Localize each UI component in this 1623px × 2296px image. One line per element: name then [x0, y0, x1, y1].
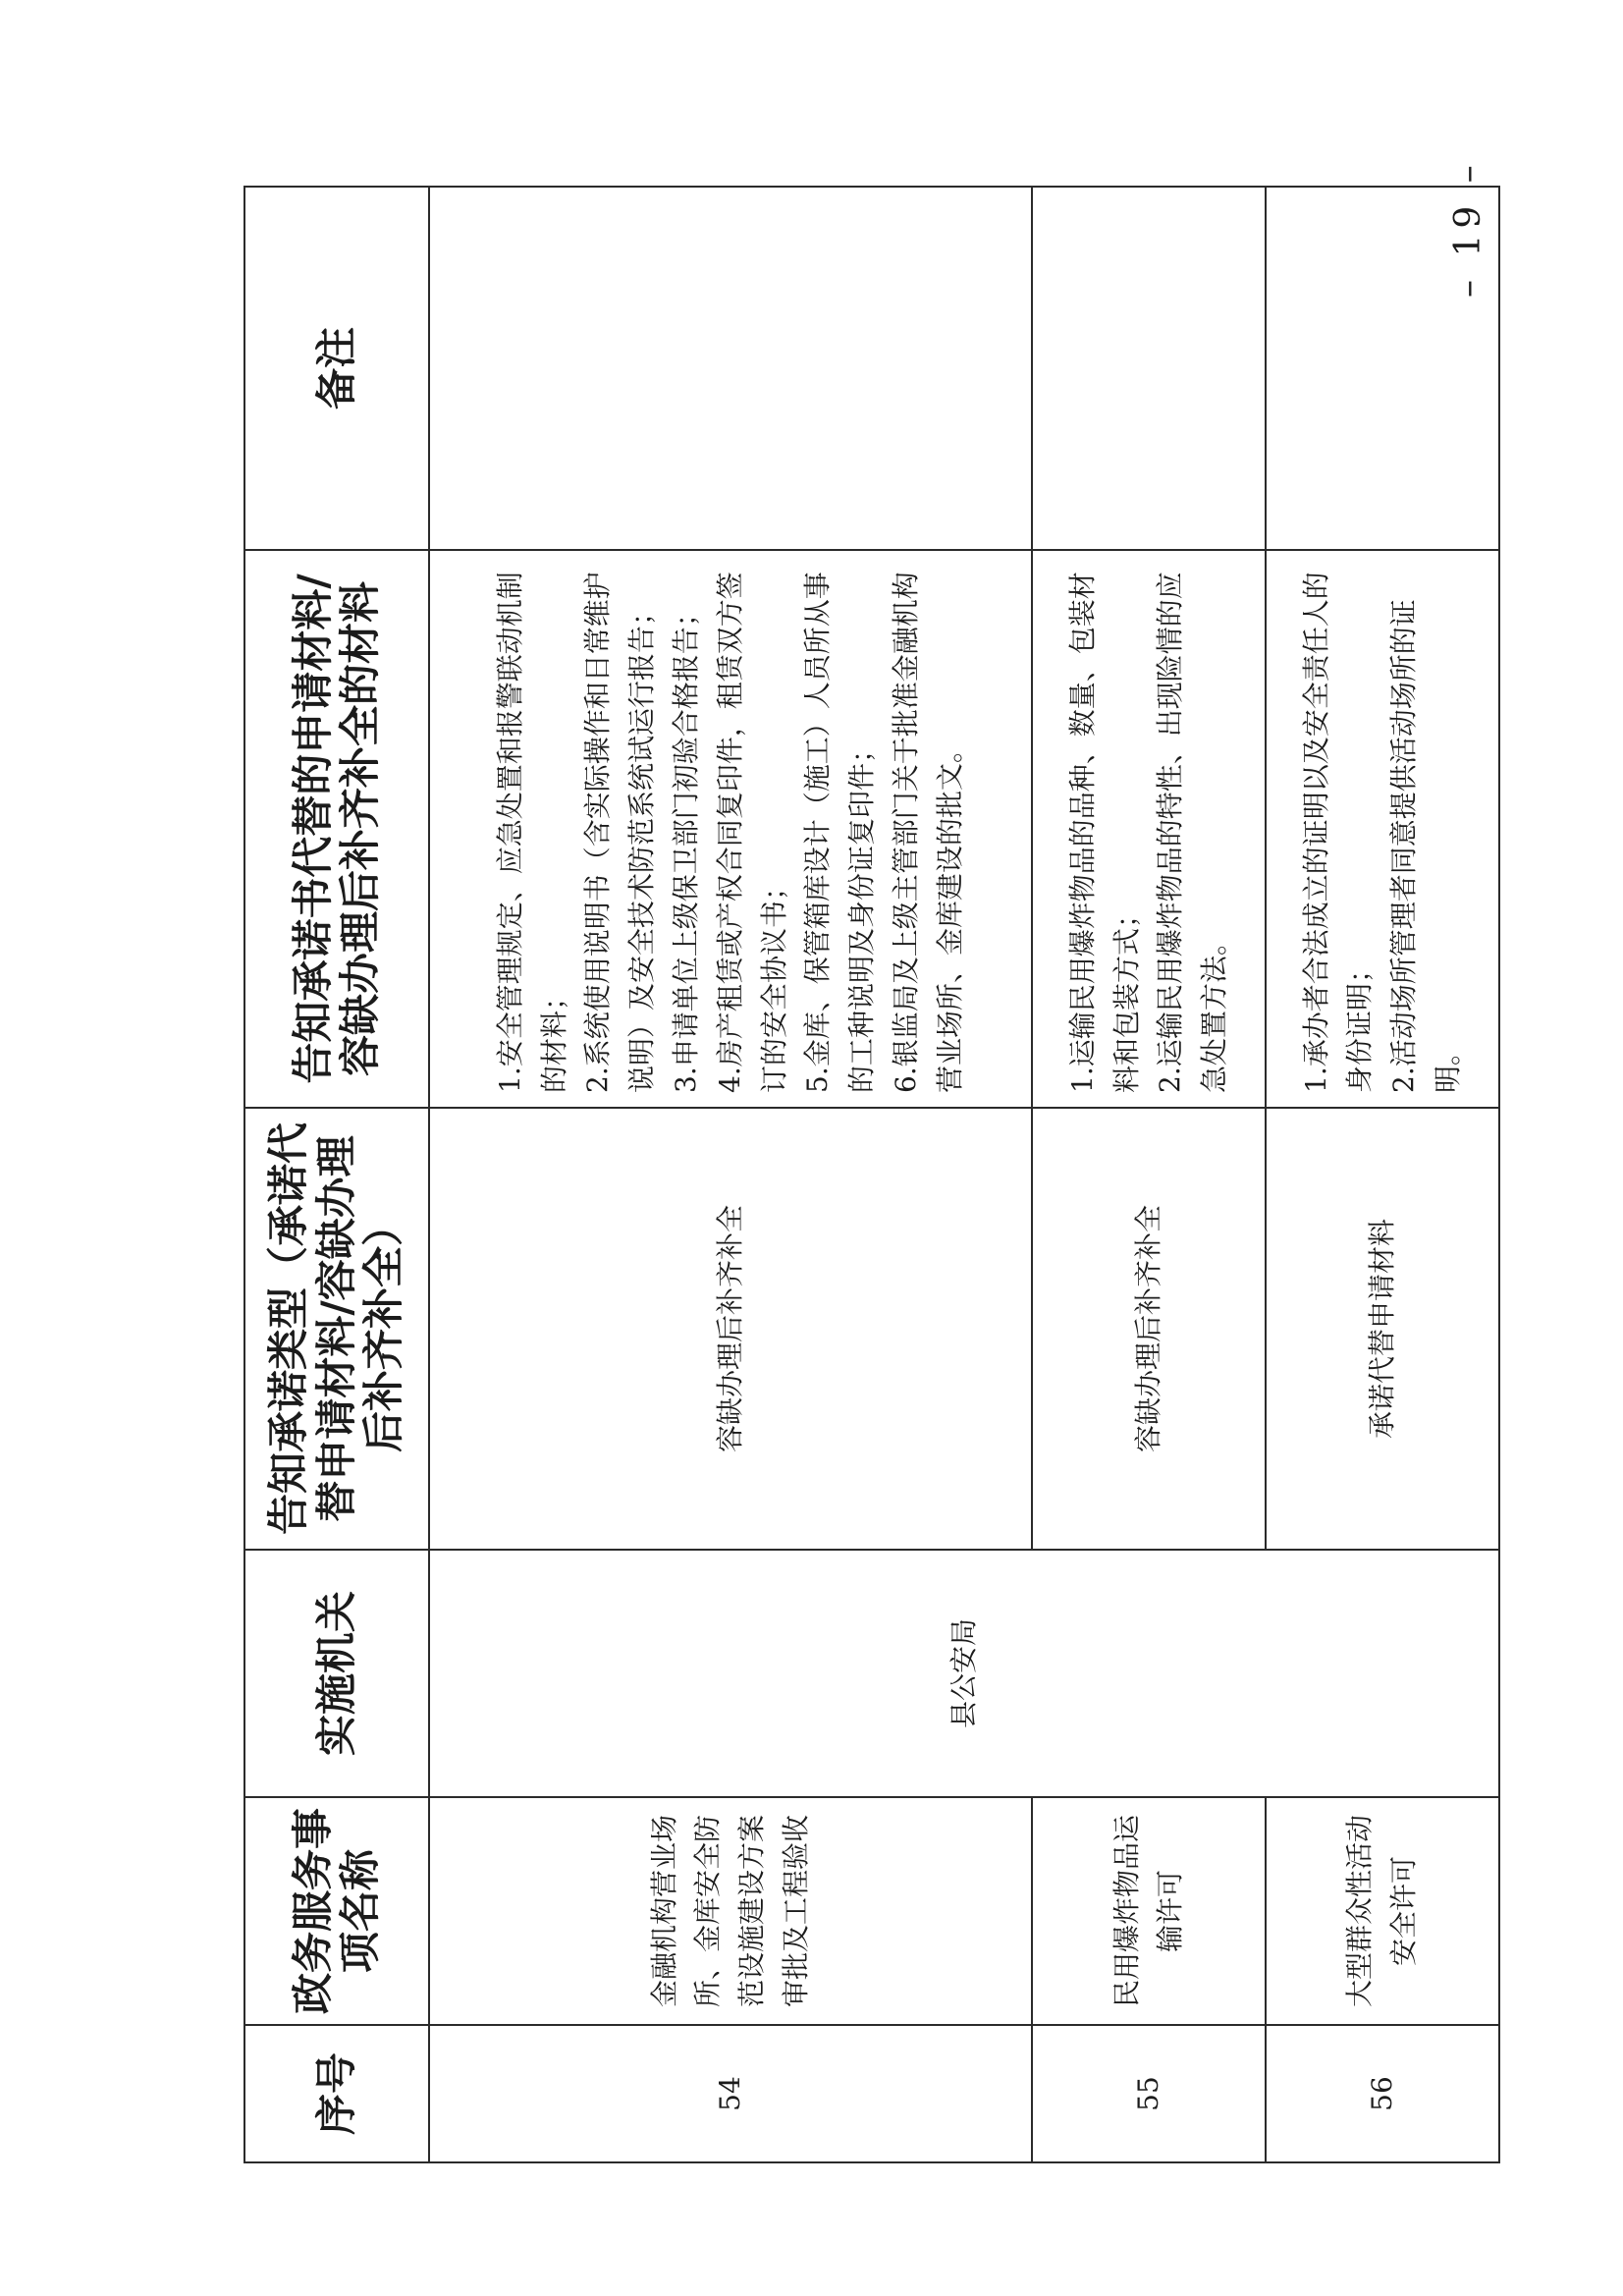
material-item: 2.运输民用爆炸物品的特性、出现险情的应急处置方法。: [1154, 572, 1231, 1093]
materials-cell: [1266, 550, 1499, 1108]
header-name: 政务服务事项名称: [244, 1797, 429, 2025]
material-item: 2.系统使用说明书（含实际操作和日常维护说明）及安全技术防范系统试运行报告；: [581, 572, 659, 1093]
table-row: [1266, 187, 1499, 2162]
seq-cell: 55: [1032, 2025, 1266, 2162]
header-agency: 实施机关: [244, 1550, 429, 1797]
material-item: 3.申请单位上级保卫部门初验合格报告；: [669, 599, 702, 1093]
material-item: 5.金库、保管箱库设计（施工）人员所从事的工种说明及身份证复印件；: [801, 572, 879, 1093]
item-name-cell: 金融机构营业场所、金库安全防范设施建设方案审批及工程验收: [429, 1797, 1033, 2025]
commitment-type-cell: 容缺办理后补齐补全: [1032, 1108, 1266, 1550]
remarks-cell: [429, 187, 1033, 550]
table-row: [1032, 187, 1266, 2162]
seq-cell: 56: [1266, 2025, 1499, 2162]
commitment-type-cell: 容缺办理后补齐补全: [429, 1108, 1033, 1550]
material-item: 1.承办者合法成立的证明以及安全责任人的身份证明；: [1299, 572, 1377, 1093]
header-remarks: 备注: [244, 187, 429, 550]
agency-cell: 县公安局: [429, 1550, 1499, 1797]
material-item: 6.银监局及上级主管部门关于批准金融机构营业场所、金库建设的批文。: [889, 572, 966, 1093]
header-seq: 序号: [244, 2025, 429, 2162]
seq-cell: 54: [429, 2025, 1033, 2162]
remarks-cell: [1032, 187, 1266, 550]
header-materials: 告知承诺书代替的申请材料/容缺办理后补齐补全的材料: [244, 550, 429, 1108]
header-type: 告知承诺类型（承诺代替申请材料/容缺办理后补齐补全）: [244, 1108, 429, 1550]
item-name-cell: 民用爆炸物品运输许可: [1032, 1797, 1266, 2025]
remarks-cell: [1266, 187, 1499, 550]
material-item: 1.运输民用爆炸物品的品种、数量、包装材料和包装方式；: [1065, 572, 1143, 1093]
materials-cell: [429, 550, 1033, 1108]
material-item: 1.安全管理规定、应急处置和报警联动机制的材料；: [493, 572, 570, 1093]
approval-table: [243, 186, 1500, 2163]
table-row: [429, 187, 1033, 2162]
material-item: 4.房产租赁或产权合同复印件，租赁双方签订的安全协议书；: [713, 572, 790, 1093]
material-item: 2.活动场所管理者同意提供活动场所的证明。: [1387, 599, 1464, 1093]
materials-cell: [1032, 550, 1266, 1108]
table-header-row: [244, 187, 429, 2162]
page-number: – 19 –: [1448, 159, 1488, 298]
commitment-type-cell: 承诺代替申请材料: [1266, 1108, 1499, 1550]
item-name-cell: 大型群众性活动安全许可: [1266, 1797, 1499, 2025]
